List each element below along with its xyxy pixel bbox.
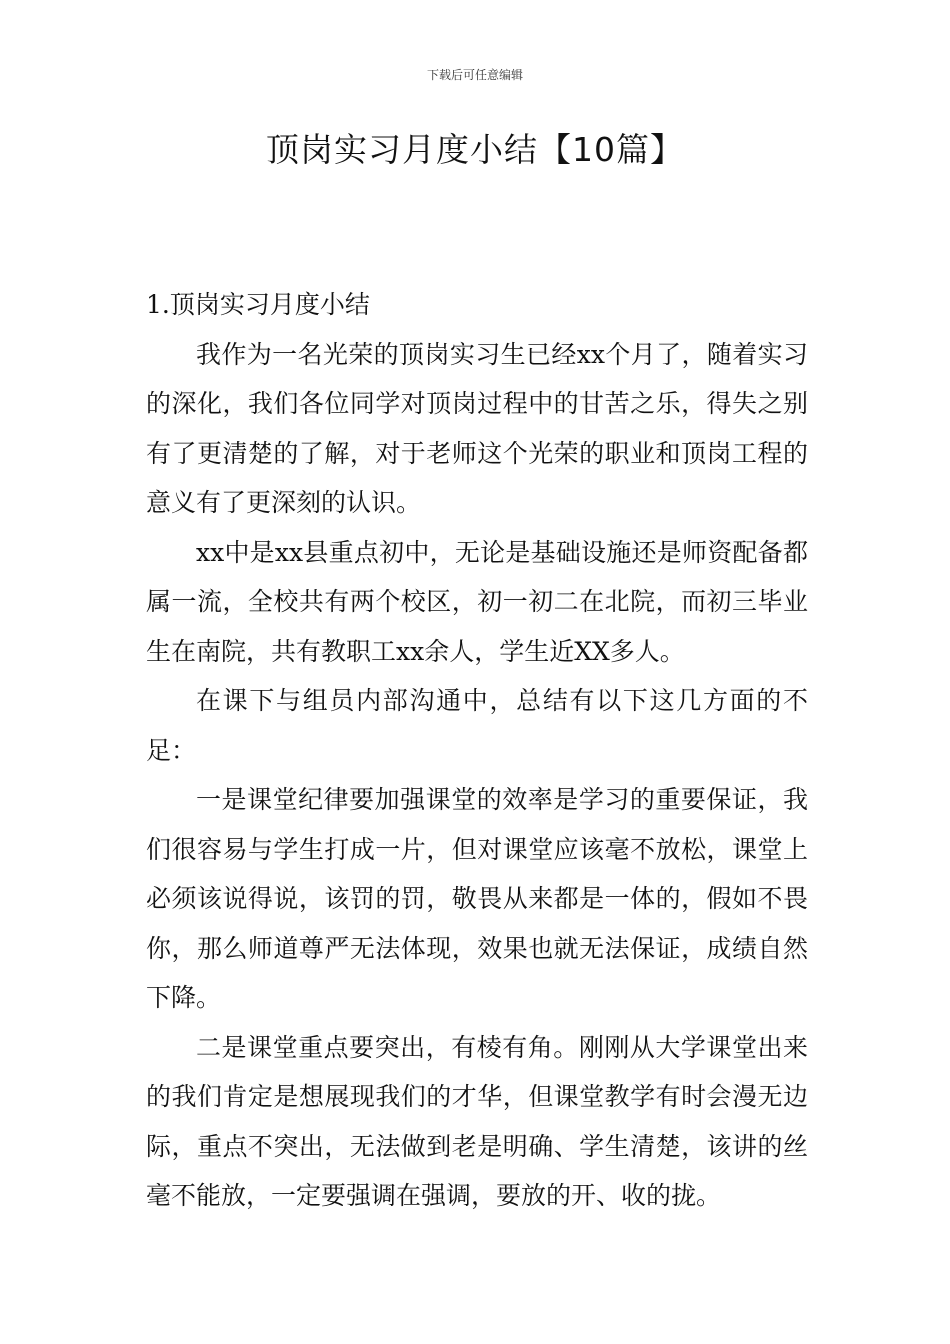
- paragraph-1: 我作为一名光荣的顶岗实习生已经xx个月了，随着实习的深化，我们各位同学对顶岗过程中的甘苦之乐，得失之别有了更清楚的了解，对于老师这个光荣的职业和顶岗工程的意义有了更深刻的认识。: [146, 339, 808, 517]
- paragraph-3: 在课下与组员内部沟通中，总结有以下这几方面的不足：: [146, 686, 808, 765]
- paragraph-2: xx中是xx县重点初中，无论是基础设施还是师资配备都属一流，全校共有两个校区，初一初二在北院，而初三毕业生在南院，共有教职工xx余人，学生近XX多人。: [146, 537, 808, 666]
- paragraph-5: 二是课堂重点要突出，有棱有角。刚刚从大学课堂出来的我们肯定是想展现我们的才华，但课堂教学有时会漫无边际，重点不突出，无法做到老是明确、学生清楚，该讲的丝毫不能放，一定要强调在强调，要放的开、收的拢。: [146, 1032, 808, 1210]
- document-body: [146, 280, 808, 1221]
- header-note: 下载后可任意编辑: [426, 68, 523, 82]
- document-title: 顶岗实习月度小结【10篇】: [266, 130, 684, 169]
- section-heading: 1.顶岗实习月度小结: [146, 290, 370, 319]
- paragraph-4: 一是课堂纪律要加强课堂的效率是学习的重要保证，我们很容易与学生打成一片，但对课堂应该毫不放松，课堂上必须该说得说，该罚的罚，敬畏从来都是一体的，假如不畏你，那么师道尊严无法体现，效果也就无法保证，成绩自然下降。: [146, 785, 808, 1012]
